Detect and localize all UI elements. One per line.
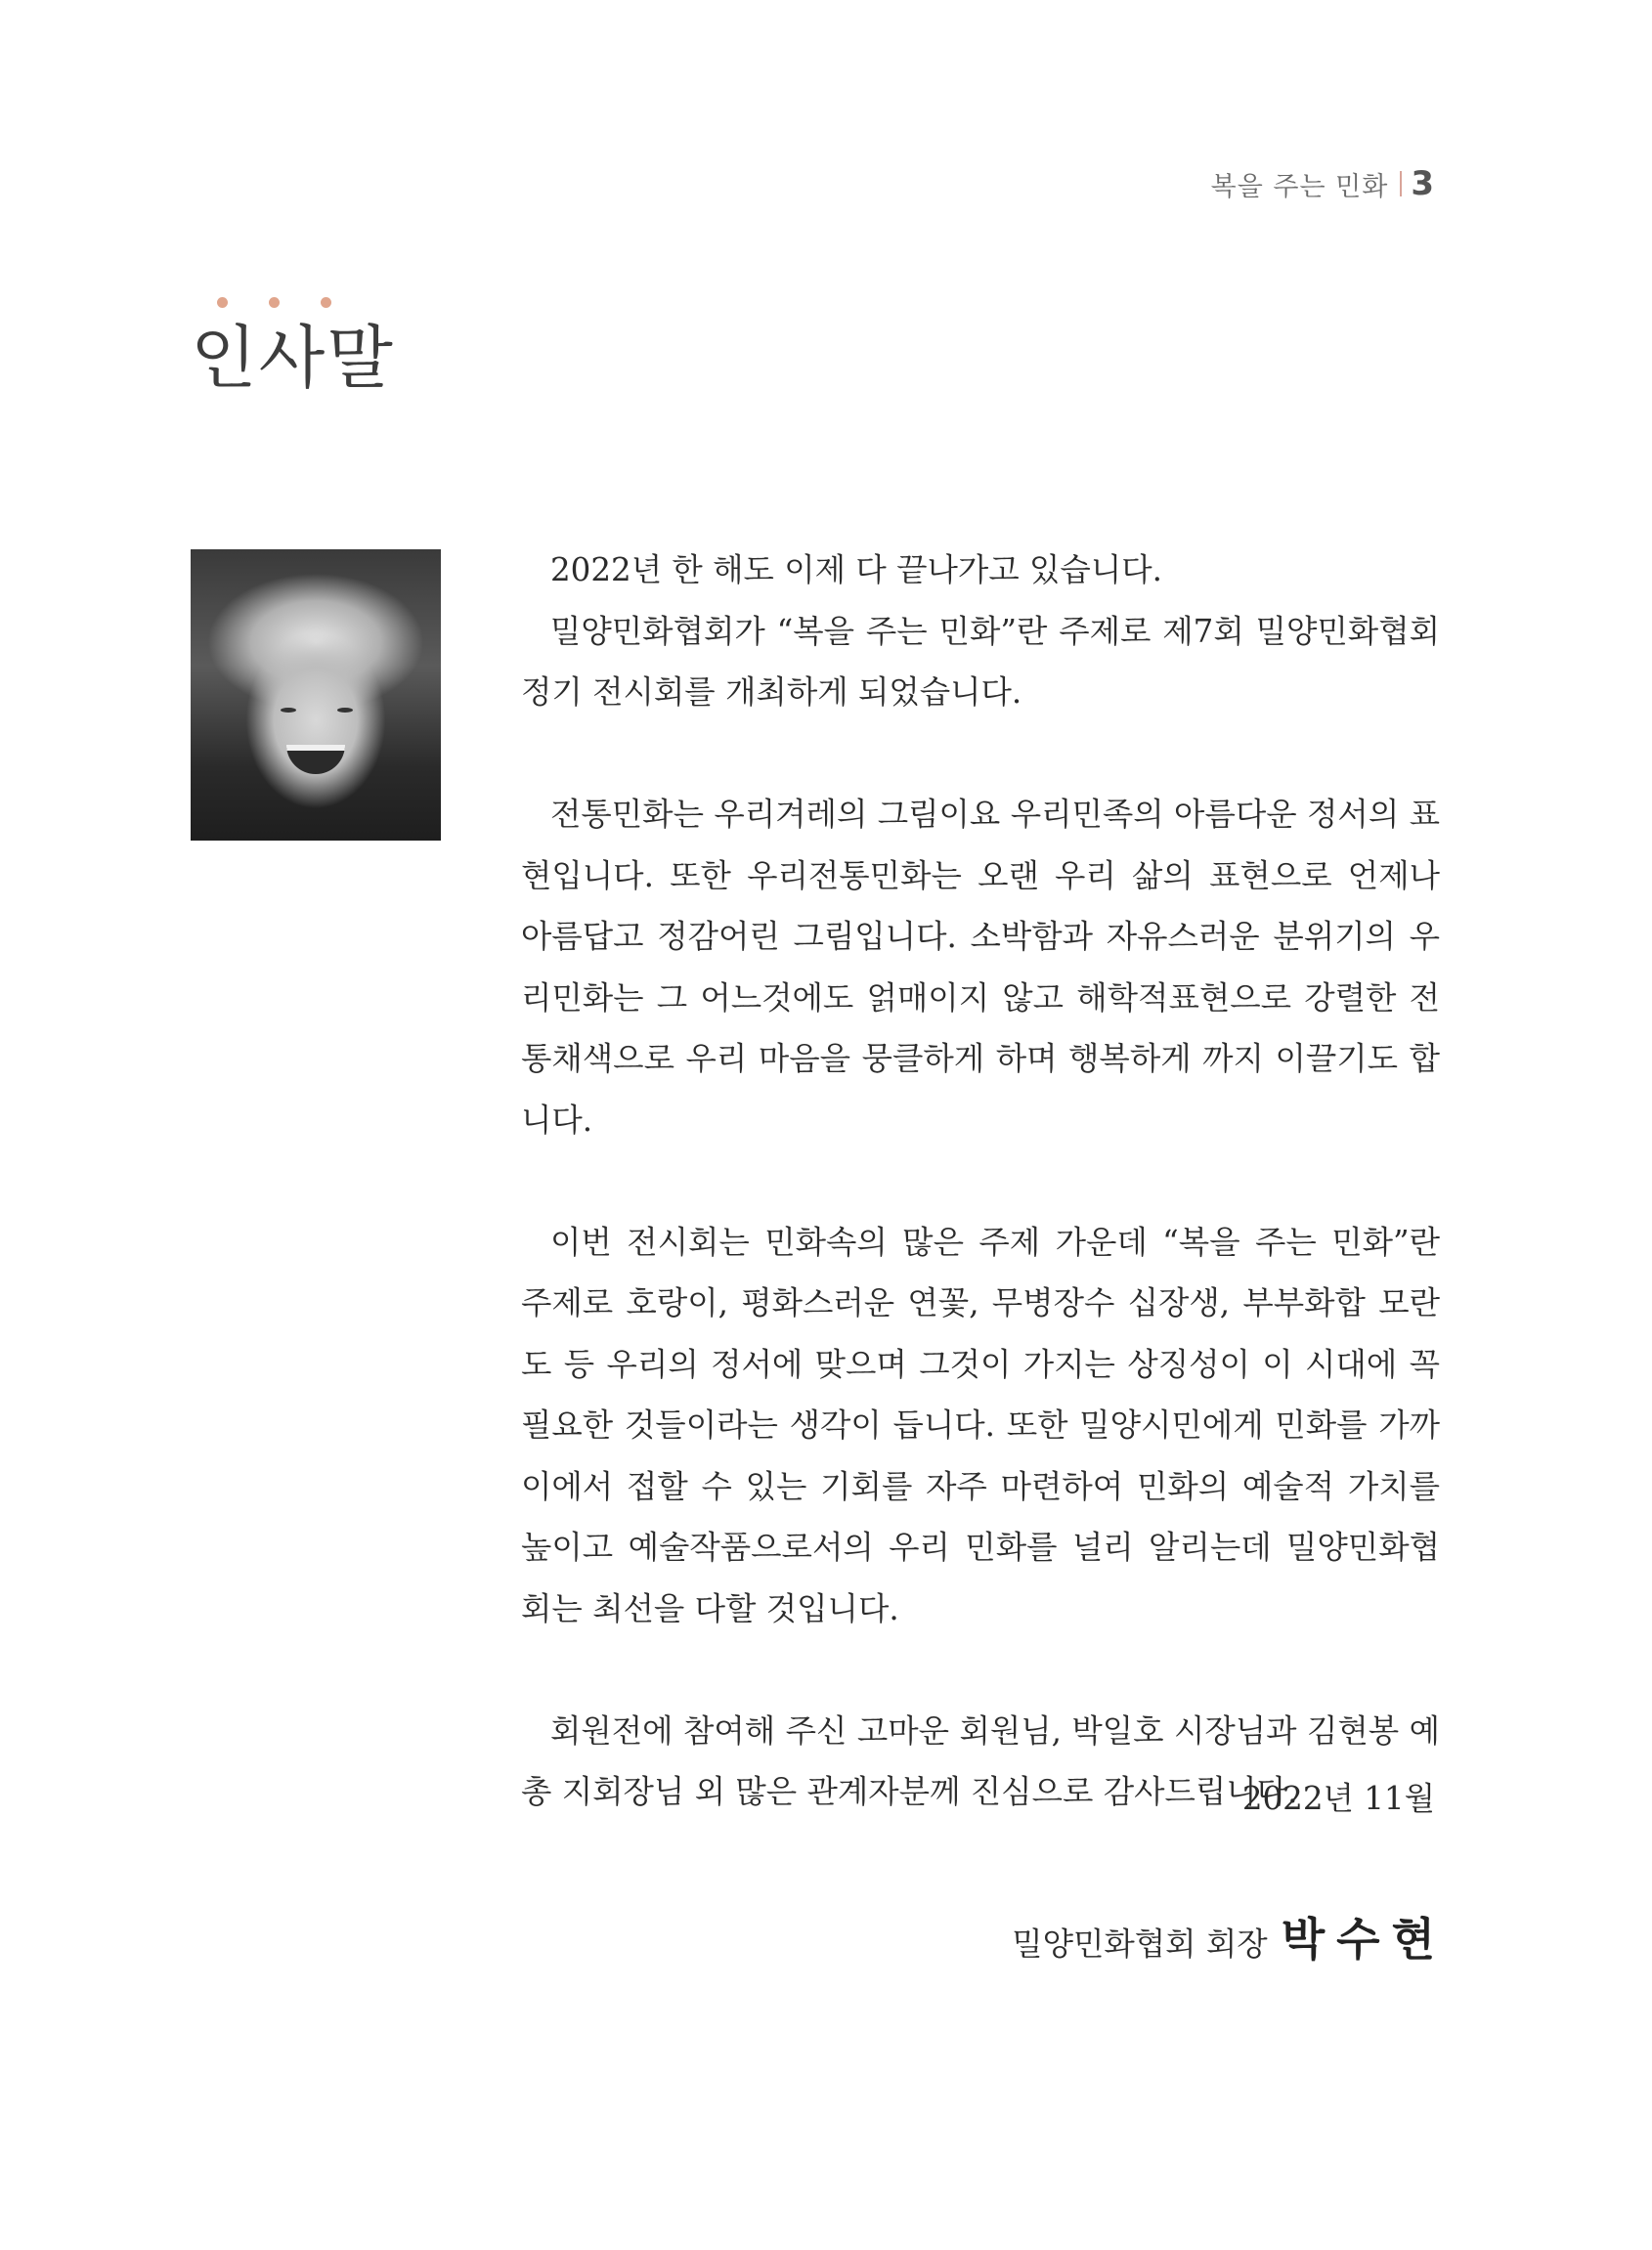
paragraph-3: 전통민화는 우리겨레의 그림이요 우리민족의 아름다운 정서의 표현입니다. 또한 우리전통민화는 오랜 우리 삶의 표현으로 언제나 아름답고 정감어린 그림입니다. 소박함과 자유스러운 분위기의 우리민화는 그 어느것에도 얽매이지 않고 해학적표현으로 강렬한 전통채색으로 우리 마음을 뭉클하게 하며 행복하게 까지 이끌기도 합니다. (521, 796, 1440, 1139)
greeting-body (521, 540, 1440, 1883)
dot-icon (269, 297, 280, 308)
signer-title: 밀양민화협회 회장 (1012, 1925, 1268, 1963)
eye-shape (337, 708, 353, 713)
heading-dots-decoration (217, 297, 372, 308)
portrait-photo (191, 549, 441, 841)
running-header (1211, 164, 1434, 203)
header-divider (1400, 171, 1402, 196)
page-number: 3 (1411, 164, 1434, 203)
paragraph-2: 밀양민화협회가 “복을 주는 민화”란 주제로 제7회 밀양민화협회 정기 전시회를 개최하게 되었습니다. (521, 612, 1440, 711)
letter-date: 2022년 11월 (1241, 1780, 1435, 1817)
dot-icon (321, 297, 331, 308)
paragraph-4: 이번 전시회는 민화속의 많은 주제 가운데 “복을 주는 민화”란 주제로 호랑이, 평화스러운 연꽃, 무병장수 십장생, 부부화합 모란도 등 우리의 정서에 맞으며 그것이 가지는 상징성이 이 시대에 꼭 필요한 것들이라는 생각이 듭니다. 또한 밀양시민에게 민화를 가까이에서 접할 수 있는 기회를 자주 마련하여 민화의 예술적 가치를 높이고 예술작품으로서의 우리 민화를 널리 알리는데 밀양민화협회는 최선을 다할 것입니다. (521, 1223, 1440, 1627)
dot-icon (217, 297, 228, 308)
paragraph-5: 회원전에 참여해 주신 고마운 회원님, 박일호 시장님과 김현봉 예총 지회장님 외 많은 관계자분께 진심으로 감사드립니다. (521, 1711, 1440, 1810)
smile-shape (286, 745, 345, 774)
publication-title: 복을 주는 민화 (1210, 171, 1389, 202)
signer-name: 박수현 (1281, 1913, 1447, 1966)
paragraph-1: 2022년 한 해도 이제 다 끝나가고 있습니다. (550, 551, 1162, 588)
section-heading-block (191, 293, 395, 402)
eye-shape (281, 708, 296, 713)
section-heading: 인사말 (191, 318, 395, 398)
signature-block (1012, 1904, 1447, 1969)
